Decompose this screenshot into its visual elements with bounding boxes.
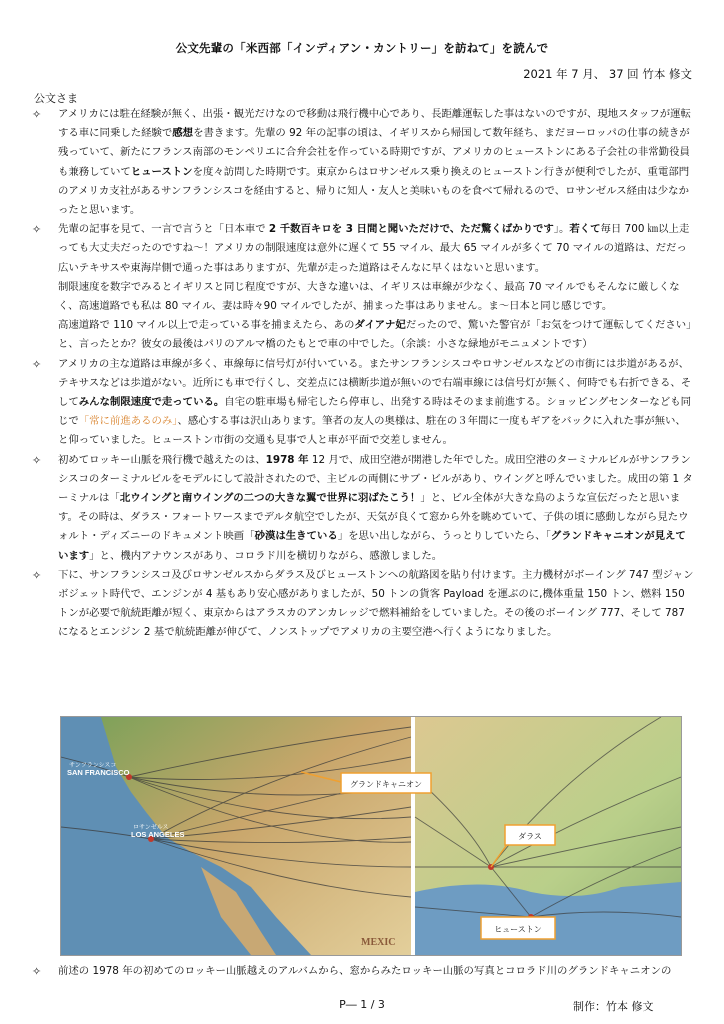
san-francisco-label: SAN FRANCISCO: [67, 768, 130, 777]
paragraph: [28, 105, 694, 220]
emphasis-text: 2 千数百キロを 3 日間と聞いただけで、ただ驚くばかりです: [268, 223, 554, 236]
bullet-icon: ✧: [32, 568, 42, 582]
last-paragraph: [28, 962, 694, 981]
paragraph: [28, 278, 694, 316]
paragraph-text: 、感心する事は沢山あります。筆者の友人の奥様は、駐在の３年間に一度もギアをバックに入れた事が無い、と仰っていました。ヒューストン市街の交通も見事で人と車が平面で交差しません。: [58, 415, 686, 447]
emphasis-text: みんな制限速度で走っている。: [78, 396, 225, 409]
callout-houston: [481, 917, 555, 939]
bullet-icon: ✧: [32, 453, 42, 467]
mexico-label: MEXIC: [361, 937, 396, 948]
emphasis-text: 北ウイングと南ウイングの二つの大きな翼で世界に羽ばたこう！: [119, 492, 421, 505]
paragraph: [28, 451, 694, 566]
los-angeles-ja-label: ロサンゼルス: [133, 824, 169, 831]
emphasis-text: 感想: [172, 127, 194, 140]
paragraph-text: 高速道路で 110 マイル以上で走っている事を捕まえたら、あの: [58, 319, 355, 332]
paragraph: [28, 220, 694, 278]
paragraph-text: だったので、驚いた警官が「お気をつけて運転してください」と、言ったとか？彼女の最後はパリのアルマ橋のたもとで車の中でした。（余談：小さな緑地がモニュメントです）: [58, 319, 692, 351]
paragraph-text: 」と、機内アナウンスがあり、コロラド川を横切りながら、感激しました。: [89, 549, 443, 562]
greeting: 公文さま: [34, 92, 78, 105]
document-body: [28, 105, 694, 643]
houston-callout-label: ヒューストン: [494, 925, 542, 934]
panel-divider: [411, 717, 415, 955]
last-paragraph-text: 前述の 1978 年の初めてのロッキー山脈越えのアルバムから、窓からみたロッキー山脈の写真とコロラド川のグランドキャニオンの: [58, 965, 672, 977]
paragraph: [28, 566, 694, 643]
paragraph-text: 12 月で、成田空港が開港した年でした。成田空港のターミナルビルがサンフランシスコのターミナルビルをモデルにして設計されたので、主ビルの両側にサブ・ビルがあり、ウイングと呼んでいました。成田の第 1 ターミナルは「: [58, 453, 693, 505]
paragraph-text: 制限速度を数字でみるとイギリスと同じ程度ですが、大きな違いは、イギリスは車線が少なく、最高 70 マイルでもそんなに厳しくなく、高速道路でも私は 80 マイル、妻は時々90 マイルでしたが、捕まった事はありません。ま～日本と同じ感じです。: [58, 280, 680, 313]
emphasis-text: 若くて: [569, 223, 601, 236]
paragraph-text: 」を思い出しながら、うっとりしていたら、「: [337, 530, 551, 543]
paragraph-text: を書きます。先輩の 92 年の記事の頃は、イギリスから帰国して数年経ち、まだヨーロッパの仕事の続きが残っていて、新たにフランス南部のモンペリエに合弁会社を作っている時期ですが、アメリカのヒューストンにある子会社の非常勤役員も兼務していて: [58, 127, 690, 178]
bullet-icon: ✧: [32, 357, 42, 371]
paragraph-text: 」。: [553, 223, 570, 236]
paragraph-text: 自宅の駐車場も帰宅したら停車し、出発する時はそのまま前進する。ショッピングセンターなども同じで: [58, 396, 691, 428]
emphasis-text: 「常に前進あるのみ」: [78, 415, 178, 428]
emphasis-text: ヒューストン: [130, 165, 193, 178]
los-angeles-label: LOS ANGELES: [131, 830, 185, 839]
bullet-icon: ✧: [32, 108, 42, 121]
paragraph: [28, 316, 694, 354]
document-title: 公文先輩の「米西部「インディアン・カントリー」を訪ねて」を読んで: [175, 41, 549, 55]
emphasis-text: 砂漠は生きている: [254, 530, 338, 543]
san-francisco-ja-label: サンフランシスコ: [69, 762, 117, 769]
paragraph-text: 初めてロッキー山脈を飛行機で越えたのは、: [58, 453, 266, 466]
paragraph-text: アメリカの主な道路は車線が多く、車線毎に信号灯が付いている。またサンフランシスコやロサンゼルスなどの市街には歩道があるが、テキサスなどは歩道がない。近所にも車で行くし、交差点には横断歩道が無いので右端車線には信号灯が無く、何時でも右折できる、そして: [58, 357, 692, 409]
emphasis-text: グランドキャニオンが見えています: [58, 530, 686, 562]
paragraph-text: 毎日 700 ㎞以上走っても大丈夫だったのですね～！アメリカの制限速度は意外に遅くて 55 マイル、最大 65 マイルが多くて 70 マイルの道路は、だだっ広いテキサスや東海岸側で通った事はありますが、先輩が走った道路はそんなに早くはないと思います。: [58, 223, 690, 274]
paragraph-text: 下に、サンフランシスコ及びロサンゼルスからダラス及びヒューストンへの航路図を貼り付けます。主力機材がボーイング 747 型ジャンボジェット時代で、エンジンが 4 基もあり安心感がありましたが、50 トンの貨客 Payload を運ぶのに,機体重量 150 トン、燃料 150 トンが必要で航続距離が短く、東京からはアラスカのアンカレッジで燃料補給をしていました。その後のボーイング 777、そして 787 になるとエンジン 2 基で航続距離が伸びて、ノンストップでアメリカの主要空港へ行くようになりました。: [58, 568, 694, 639]
paragraph-text: 先輩の記事を見て、一言で言うと「日本車で: [58, 223, 269, 236]
footer-author: 制作：竹本 修文: [573, 1000, 654, 1013]
bullet-icon: ✧: [32, 223, 42, 237]
dallas-callout-label: ダラス: [518, 832, 542, 841]
route-map: [61, 717, 681, 955]
paragraph: [28, 355, 694, 451]
date-line: 2021 年 7 月、 37 回 竹本 修文: [523, 67, 692, 81]
emphasis-text: ダイアナ妃: [354, 319, 406, 332]
paragraph-text: 」と、ビル全体が大きな鳥のような宣伝だったと思います。その時は、ダラス・フォートワースまでデルタ航空でしたが、天気が良くて窓から外を眺めていて、子供の頃に感動しながら見たウォルト・ディズニーのドキュメント映画「: [58, 492, 689, 543]
route-map-figure: [60, 716, 682, 956]
bullet-icon: ✧: [32, 965, 42, 978]
page-number: P― 1 / 3: [339, 998, 385, 1011]
emphasis-text: 1978 年: [265, 453, 309, 466]
grand-canyon-callout-label: グランドキャニオン: [350, 780, 422, 789]
paragraph-text: を度々訪問した時期です。東京からはロサンゼルス乗り換えのヒューストン行きが便利でしたが、重電部門のアメリカ支社があるサンフランシスコを経由すると、帰りに知人・友人と美味いものを食べて帰れるので、ロサンゼルス経由は少なかったと思います。: [58, 165, 690, 217]
paragraph-text: アメリカには駐在経験が無く、出張・観光だけなので移動は飛行機中心であり、長距離運転した事はないのですが、現地スタッフが運転する車に同乗した経験で: [58, 108, 691, 140]
